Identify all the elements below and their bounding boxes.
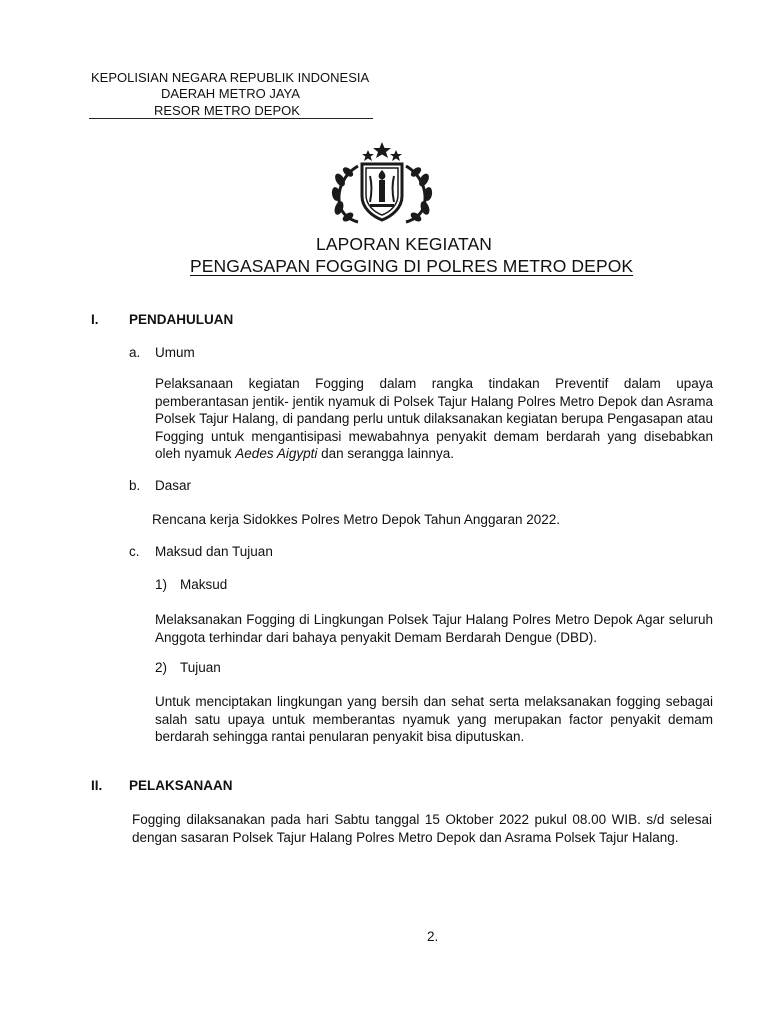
subitem-2-paragraph: Untuk menciptakan lingkungan yang bersih dan sehat serta melaksanakan fogging sebagai salah satu upaya untuk memberantas nyamuk yang merupakan factor penyakit demam berdarah sehingga rantai penularan penyakit bisa diputuskan. xyxy=(155,694,713,744)
item-c-marker: c. xyxy=(129,544,140,559)
section-2-number: II. xyxy=(91,778,103,793)
section-2-heading: PELAKSANAAN xyxy=(129,778,233,793)
subitem-2-label: Tujuan xyxy=(180,660,221,675)
subitem-1-label: Maksud xyxy=(180,577,228,592)
item-a-italic-term: Aedes Aigypti xyxy=(235,446,318,461)
item-a-marker: a. xyxy=(129,345,141,360)
letterhead-region: DAERAH METRO JAYA xyxy=(161,86,300,101)
item-b-paragraph: Rencana kerja Sidokkes Polres Metro Depok Tahun Anggaran 2022. xyxy=(152,512,561,527)
item-b-marker: b. xyxy=(129,478,141,493)
letterhead-resort: RESOR METRO DEPOK xyxy=(154,103,300,118)
letterhead-underline xyxy=(89,118,373,119)
report-subtitle: PENGASAPAN FOGGING DI POLRES METRO DEPOK xyxy=(190,256,634,276)
item-a-text-1: Pelaksanaan kegiatan Fogging dalam rangka tindakan Preventif dalam upaya pemberantasan jentik- jentik nyamuk di Polsek Tajur Halang Polres Metro Depok dan Asrama Polsek Tajur Halang, di pandang perlu untuk dilaksanakan kegiatan berupa Pengasapan atau Fogging untuk mengantisipasi mewabahnya penyakit demam berdarah yang disebabkan oleh nyamuk xyxy=(155,376,713,461)
letterhead-institution: KEPOLISIAN NEGARA REPUBLIK INDONESIA xyxy=(91,70,370,85)
item-b-label: Dasar xyxy=(155,478,192,493)
item-a-text-2: dan serangga lainnya. xyxy=(317,446,454,461)
section-1-heading: PENDAHULUAN xyxy=(129,312,234,327)
section-1-number: I. xyxy=(91,312,99,327)
subitem-1-marker: 1) xyxy=(155,577,168,592)
report-title: LAPORAN KEGIATAN xyxy=(316,234,492,254)
item-a-paragraph xyxy=(155,375,713,463)
page-number: 2. xyxy=(427,929,439,944)
subitem-1-paragraph: Melaksanakan Fogging di Lingkungan Polsek Tajur Halang Polres Metro Depok Agar seluruh Anggota terhindar dari bahaya penyakit Demam Berdarah Dengue (DBD). xyxy=(155,612,713,645)
item-a-label: Umum xyxy=(155,345,195,360)
section-2-paragraph: Fogging dilaksanakan pada hari Sabtu tanggal 15 Oktober 2022 pukul 08.00 WIB. s/d selesai dengan sasaran Polsek Tajur Halang Polres Metro Depok dan Asrama Polsek Tajur Halang. xyxy=(132,812,712,845)
subitem-2-marker: 2) xyxy=(155,660,168,675)
item-c-label: Maksud dan Tujuan xyxy=(155,544,273,559)
police-emblem-icon xyxy=(328,140,436,224)
